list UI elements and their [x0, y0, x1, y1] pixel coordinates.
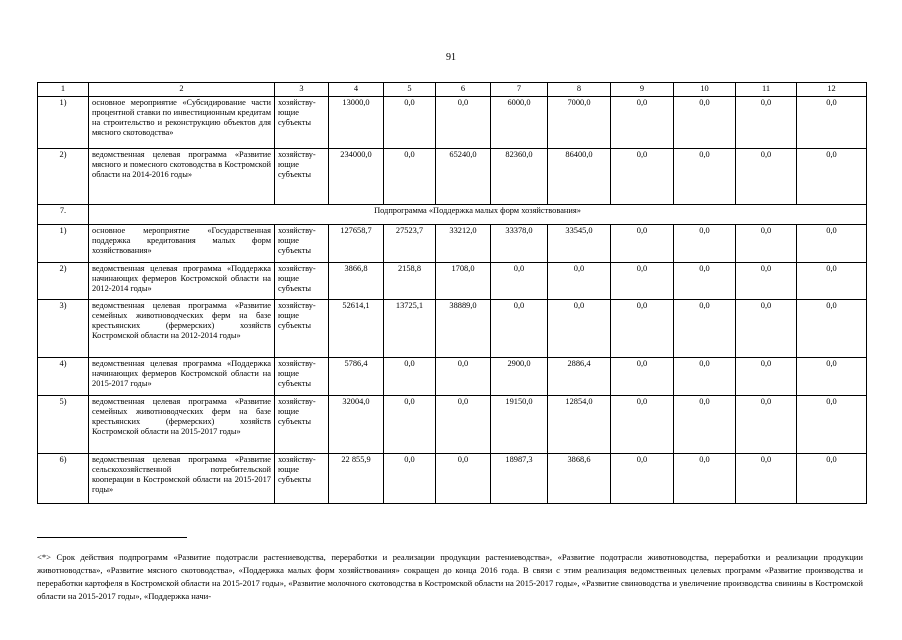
activity-name: ведомственная целевая программа «Поддержка начинающих фермеров Костромской области на 2015-2017 годы» — [89, 358, 275, 396]
table-row — [38, 300, 867, 358]
funding-value: 0,0 — [736, 149, 797, 205]
participants: хозяйству-ющие субъекты — [275, 396, 329, 454]
funding-value: 7000,0 — [548, 97, 611, 149]
funding-value: 0,0 — [736, 454, 797, 504]
column-number: 12 — [797, 83, 867, 97]
funding-value: 0,0 — [797, 300, 867, 358]
funding-value: 52614,1 — [329, 300, 384, 358]
row-number: 2) — [38, 149, 89, 205]
funding-value: 0,0 — [384, 358, 436, 396]
program-funding-table — [37, 82, 867, 504]
activity-name: ведомственная целевая программа «Развитие мясного и помесного скотоводства в Костромской области на 2014-2016 годы» — [89, 149, 275, 205]
funding-value: 6000,0 — [491, 97, 548, 149]
participants: хозяйству-ющие субъекты — [275, 263, 329, 300]
funding-value: 0,0 — [797, 225, 867, 263]
funding-value: 0,0 — [611, 149, 674, 205]
funding-value: 0,0 — [674, 149, 736, 205]
row-number: 6) — [38, 454, 89, 504]
row-number: 5) — [38, 396, 89, 454]
row-number: 1) — [38, 97, 89, 149]
funding-value: 22 855,9 — [329, 454, 384, 504]
funding-value: 1708,0 — [436, 263, 491, 300]
funding-value: 5786,4 — [329, 358, 384, 396]
funding-value: 86400,0 — [548, 149, 611, 205]
footnote: <*> Срок действия подпрограмм «Развитие подотрасли растениеводства, переработки и реализации продукции растениеводства», «Развитие подотрасли животноводства, переработки и реализации продукции животноводства», «Развитие мясного скотоводства», «Поддержка малых форм хозяйствования» сокращен до конца 2016 года. В связи с этим реализация ведомственных целевых программ «Развитие производства и переработки картофеля в Костромской области на 2015-2017 годы», «Развитие молочного скотоводства в Костромской области на 2015-2017 годы», «Развитие свиноводства и увеличение производства свинины в Костромской области на 2015-2017 годы», «Поддержка начи- — [37, 552, 863, 601]
funding-value: 0,0 — [674, 358, 736, 396]
funding-value: 0,0 — [611, 300, 674, 358]
funding-value: 18987,3 — [491, 454, 548, 504]
page-number: 91 — [446, 52, 456, 63]
participants: хозяйству-ющие субъекты — [275, 97, 329, 149]
funding-value: 0,0 — [674, 263, 736, 300]
funding-value: 127658,7 — [329, 225, 384, 263]
funding-value: 13000,0 — [329, 97, 384, 149]
column-number: 4 — [329, 83, 384, 97]
funding-value: 0,0 — [674, 300, 736, 358]
participants: хозяйству-ющие субъекты — [275, 454, 329, 504]
column-number: 9 — [611, 83, 674, 97]
participants: хозяйству-ющие субъекты — [275, 149, 329, 205]
funding-value: 0,0 — [797, 396, 867, 454]
column-number: 7 — [491, 83, 548, 97]
funding-value: 234000,0 — [329, 149, 384, 205]
funding-value: 32004,0 — [329, 396, 384, 454]
funding-value: 33378,0 — [491, 225, 548, 263]
row-number: 1) — [38, 225, 89, 263]
funding-value: 0,0 — [611, 225, 674, 263]
funding-value: 0,0 — [436, 97, 491, 149]
column-number: 10 — [674, 83, 736, 97]
funding-value: 0,0 — [491, 263, 548, 300]
table-row — [38, 149, 867, 205]
funding-value: 0,0 — [436, 358, 491, 396]
funding-value: 65240,0 — [436, 149, 491, 205]
funding-value: 0,0 — [384, 149, 436, 205]
funding-value: 3868,6 — [548, 454, 611, 504]
funding-value: 0,0 — [736, 300, 797, 358]
funding-value: 33545,0 — [548, 225, 611, 263]
funding-value: 0,0 — [797, 358, 867, 396]
table-row — [38, 396, 867, 454]
column-number-row — [38, 83, 867, 97]
funding-value: 0,0 — [736, 97, 797, 149]
activity-name: ведомственная целевая программа «Развитие семейных животноводческих ферм на базе крестьянских (фермерских) хозяйств Костромской области на 2012-2014 годы» — [89, 300, 275, 358]
funding-value: 0,0 — [736, 396, 797, 454]
funding-value: 0,0 — [674, 225, 736, 263]
funding-value: 0,0 — [674, 396, 736, 454]
funding-value: 12854,0 — [548, 396, 611, 454]
funding-value: 2886,4 — [548, 358, 611, 396]
column-number: 5 — [384, 83, 436, 97]
funding-value: 33212,0 — [436, 225, 491, 263]
funding-value: 0,0 — [797, 454, 867, 504]
row-number: 7. — [38, 205, 89, 225]
row-number: 2) — [38, 263, 89, 300]
activity-name: ведомственная целевая программа «Развитие сельскохозяйственной потребительской кооперации в Костромской области на 2015-2017 годы» — [89, 454, 275, 504]
funding-value: 0,0 — [736, 263, 797, 300]
funding-value: 2900,0 — [491, 358, 548, 396]
funding-value: 0,0 — [736, 225, 797, 263]
funding-value: 0,0 — [797, 263, 867, 300]
funding-value: 0,0 — [436, 396, 491, 454]
participants: хозяйству-ющие субъекты — [275, 225, 329, 263]
activity-name: ведомственная целевая программа «Развитие семейных животноводческих ферм на базе крестьянских (фермерских) хозяйств Костромской области на 2015-2017 годы» — [89, 396, 275, 454]
column-number: 1 — [38, 83, 89, 97]
funding-value: 0,0 — [611, 396, 674, 454]
funding-value: 0,0 — [674, 97, 736, 149]
funding-value: 0,0 — [548, 263, 611, 300]
subprogram-title: Подпрограмма «Поддержка малых форм хозяйствования» — [89, 205, 867, 225]
funding-value: 82360,0 — [491, 149, 548, 205]
column-number: 11 — [736, 83, 797, 97]
funding-value: 13725,1 — [384, 300, 436, 358]
funding-value: 0,0 — [736, 358, 797, 396]
funding-value: 19150,0 — [491, 396, 548, 454]
column-number: 2 — [89, 83, 275, 97]
funding-value: 0,0 — [611, 454, 674, 504]
funding-value: 0,0 — [384, 396, 436, 454]
funding-value: 2158,8 — [384, 263, 436, 300]
participants: хозяйству-ющие субъекты — [275, 300, 329, 358]
funding-value: 3866,8 — [329, 263, 384, 300]
funding-value: 0,0 — [674, 454, 736, 504]
funding-value: 27523,7 — [384, 225, 436, 263]
table-row — [38, 97, 867, 149]
funding-value: 0,0 — [611, 263, 674, 300]
table-row — [38, 263, 867, 300]
table-body — [38, 83, 867, 504]
column-number: 8 — [548, 83, 611, 97]
funding-value: 0,0 — [491, 300, 548, 358]
activity-name: основное мероприятие «Субсидирование части процентной ставки по инвестиционным кредитам на строительство и реконструкцию объектов для мясного скотоводства» — [89, 97, 275, 149]
footnote-divider — [37, 537, 187, 538]
column-number: 3 — [275, 83, 329, 97]
funding-value: 0,0 — [548, 300, 611, 358]
funding-value: 0,0 — [384, 97, 436, 149]
participants: хозяйству-ющие субъекты — [275, 358, 329, 396]
funding-value: 0,0 — [611, 97, 674, 149]
table-row — [38, 454, 867, 504]
funding-value: 0,0 — [436, 454, 491, 504]
table-row — [38, 358, 867, 396]
table-row — [38, 225, 867, 263]
column-number: 6 — [436, 83, 491, 97]
row-number: 4) — [38, 358, 89, 396]
funding-value: 0,0 — [797, 97, 867, 149]
activity-name: ведомственная целевая программа «Поддержка начинающих фермеров Костромской области на 2012-2014 годы» — [89, 263, 275, 300]
funding-value: 38889,0 — [436, 300, 491, 358]
subprogram-row — [38, 205, 867, 225]
funding-value: 0,0 — [384, 454, 436, 504]
row-number: 3) — [38, 300, 89, 358]
funding-value: 0,0 — [611, 358, 674, 396]
activity-name: основное мероприятие «Государственная поддержка кредитования малых форм хозяйствования» — [89, 225, 275, 263]
funding-value: 0,0 — [797, 149, 867, 205]
